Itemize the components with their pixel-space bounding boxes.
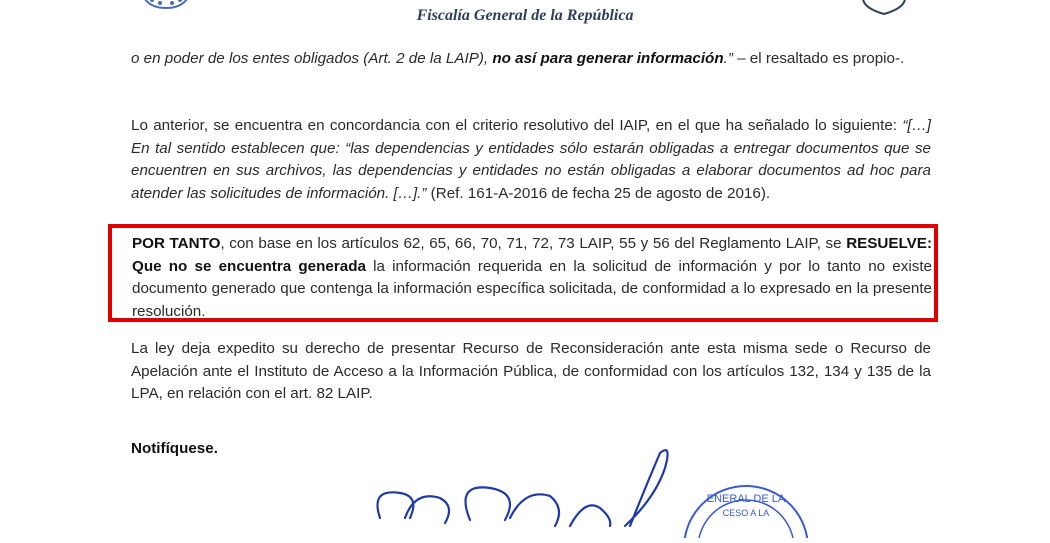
paragraph-resolution bbox=[132, 233, 932, 323]
resuelve-label: RESUELVE: Que no se encuentra generada bbox=[132, 235, 932, 275]
resolution-highlight-box bbox=[108, 224, 938, 322]
paragraph-laip-quote-end bbox=[131, 48, 931, 71]
page-header-title: Fiscalía General de la República bbox=[416, 7, 634, 24]
criterion-reference: (Ref. 161-A-2016 de fecha 25 de agosto de 2016). bbox=[426, 184, 771, 202]
notifiquese-label: Notifíquese. bbox=[131, 440, 218, 457]
criterion-intro: Lo anterior, se encuentra en concordancia con el criterio resolutivo del IAIP, en el que ha señalado lo siguiente: bbox=[131, 117, 903, 134]
criterion-quote: “[…] En tal sentido establecen que: “las dependencias y entidades sólo estarán obligadas a entregar documentos que se encuentren en sus archivos, las dependencias y entidades no están obligadas a elaborar documentos ad hoc para atender las solicitudes de información. […].” bbox=[131, 117, 931, 202]
seal-inner-text: CESO A LA bbox=[722, 508, 770, 518]
paragraph-appeal-rights: La ley deja expedito su derecho de presentar Recurso de Reconsideración ante esta misma sede o Recurso de Apelación ante el Instituto de Acceso a la Información Pública, de conformidad con los artículos 132, 134 y 135 de la LPA, en relación con el art. 82 LAIP. bbox=[131, 340, 931, 402]
resolution-detail: la información requerida en la solicitud de información y por lo tanto no existe documento generado que contenga la información específica solicitada, de conformidad a lo expresado en la presente resolución. bbox=[132, 257, 932, 320]
emphasis-note: – el resaltado es propio-. bbox=[732, 50, 905, 67]
quote-italic-end: .” bbox=[723, 50, 733, 67]
shield-logo bbox=[861, 0, 907, 21]
official-seal bbox=[676, 478, 816, 543]
handwritten-signature bbox=[360, 448, 680, 533]
por-tanto-label: POR TANTO bbox=[132, 235, 221, 252]
resolution-legal-basis: , con base en los artículos 62, 65, 66, 70, 71, 72, 73 LAIP, 55 y 56 del Reglamento LAIP, se bbox=[220, 235, 847, 252]
quote-italic-text: o en poder de los entes obligados (Art. 2 de la LAIP), bbox=[131, 50, 493, 67]
quote-bold-emphasis: no así para generar información bbox=[492, 50, 724, 67]
seal-outer-text: ENERAL DE LA bbox=[706, 493, 786, 505]
paragraph-iaip-criterion bbox=[131, 115, 931, 205]
